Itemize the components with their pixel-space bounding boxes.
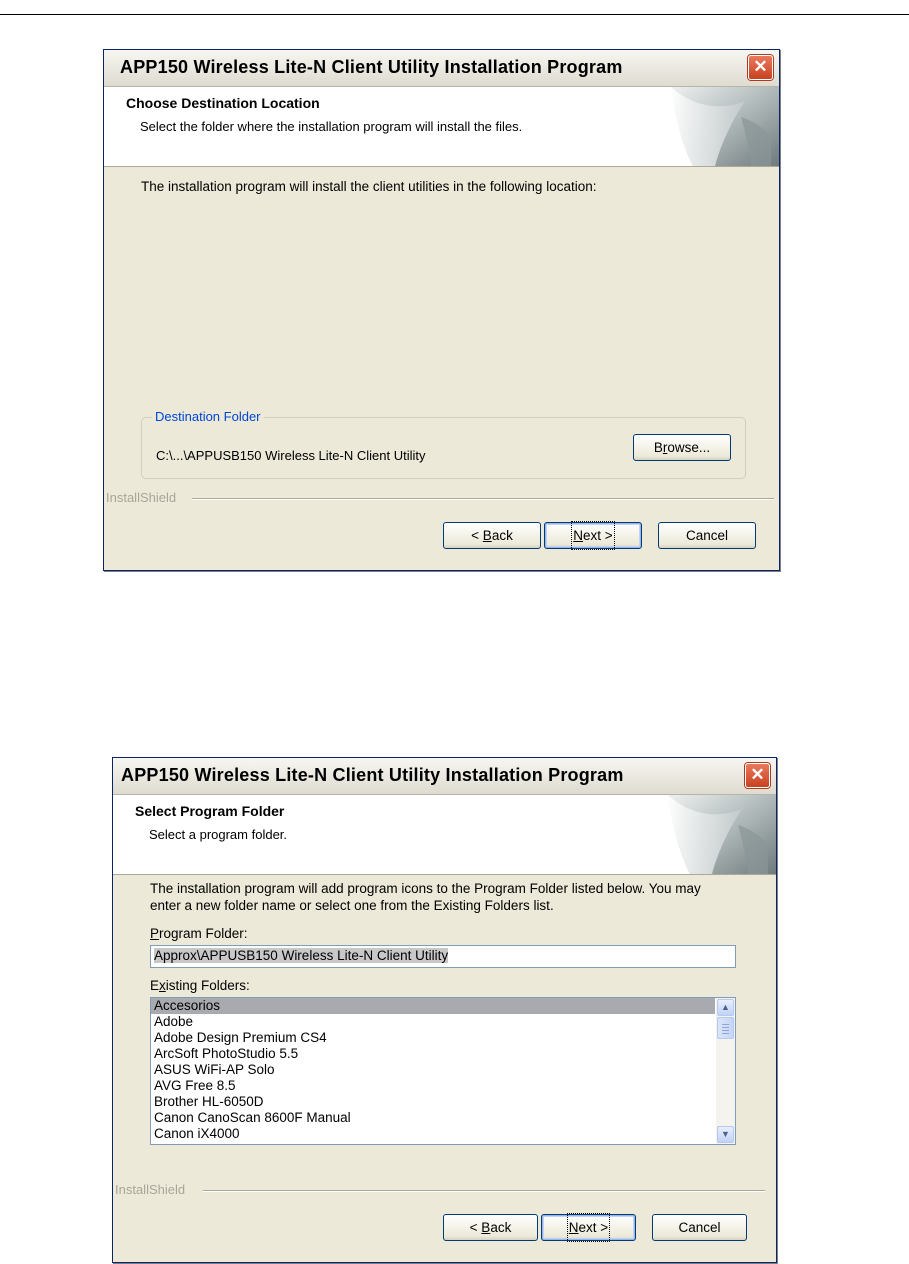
installshield-label: InstallShield [115, 1182, 186, 1197]
next-button-mnemonic: N [568, 1220, 579, 1235]
close-icon[interactable]: ✕ [745, 763, 770, 788]
program-folder-label-mnemonic: P [150, 926, 160, 941]
window-title: APP150 Wireless Lite-N Client Utility Installation Program [120, 57, 623, 77]
list-item[interactable]: Canon CanoScan 8600F Manual [154, 1110, 351, 1125]
close-icon[interactable]: ✕ [748, 55, 773, 80]
next-button-label [573, 523, 612, 548]
header-subtitle: Select a program folder. [149, 827, 288, 842]
existing-folders-list[interactable] [150, 997, 736, 1145]
choose-destination-dialog [103, 49, 780, 571]
list-item[interactable]: AVG Free 8.5 [154, 1078, 236, 1093]
scroll-down-icon[interactable]: ▼ [717, 1126, 734, 1143]
scroll-thumb[interactable] [717, 1017, 734, 1039]
browse-button-label-start: B [653, 440, 663, 455]
installshield-label: InstallShield [106, 490, 177, 505]
program-folder-label-rest: rogram Folder: [159, 926, 248, 941]
cancel-button[interactable]: Cancel [652, 1214, 747, 1241]
program-folder-value: Approx\APPUSB150 Wireless Lite-N Client Utility [154, 948, 449, 963]
destination-folder-label: Destination Folder [152, 409, 264, 424]
existing-folders-label-end: isting Folders: [165, 978, 250, 993]
back-button-mnemonic: B [481, 1220, 491, 1235]
program-folder-input[interactable] [150, 945, 736, 968]
body-text [150, 880, 701, 914]
browse-button-label-end: owse... [667, 440, 711, 455]
back-button[interactable] [443, 1214, 538, 1241]
page-curl-graphic-icon [638, 795, 776, 874]
list-item[interactable]: Adobe Design Premium CS4 [154, 1030, 327, 1045]
list-item[interactable]: ArcSoft PhotoStudio 5.5 [154, 1046, 299, 1061]
back-button-prefix: < [471, 528, 483, 543]
existing-folders-items [151, 998, 735, 1142]
existing-folders-label-mnemonic: x [159, 978, 166, 993]
destination-path: C:\...\APPUSB150 Wireless Lite-N Client Utility [156, 448, 426, 463]
next-button-mnemonic: N [573, 528, 584, 543]
header-band [104, 87, 779, 167]
title-bar[interactable] [113, 758, 776, 795]
list-item[interactable]: Adobe [154, 1014, 194, 1029]
header-title: Choose Destination Location [126, 95, 320, 111]
next-button-label-rest: ext > [583, 528, 613, 543]
browse-button-mnemonic: r [662, 440, 668, 455]
next-button-label [569, 1215, 608, 1240]
header-title: Select Program Folder [135, 803, 285, 819]
next-button[interactable] [544, 522, 642, 549]
title-bar[interactable] [104, 50, 779, 87]
list-scrollbar[interactable] [716, 998, 735, 1144]
page-top-rule [0, 14, 909, 15]
back-button-label-rest: ack [490, 1220, 512, 1235]
body-text-line-1: The installation program will add program icons to the Program Folder listed below. You may [150, 881, 701, 896]
program-folder-label [150, 926, 248, 941]
browse-button[interactable] [633, 434, 731, 461]
body-text-line-2: enter a new folder name or select one from the Existing Folders list. [150, 898, 554, 913]
existing-folders-label [150, 978, 250, 993]
select-program-folder-dialog [112, 757, 777, 1263]
next-button-label-rest: ext > [578, 1220, 609, 1235]
cancel-button[interactable]: Cancel [658, 522, 756, 549]
list-item[interactable]: ASUS WiFi-AP Solo [154, 1062, 275, 1077]
back-button-prefix: < [469, 1220, 482, 1235]
installshield-divider [192, 498, 774, 499]
list-item[interactable]: Canon iX4000 [154, 1126, 240, 1141]
body-text: The installation program will install the client utilities in the following location: [141, 179, 597, 194]
header-subtitle: Select the folder where the installation program will install the files. [140, 119, 523, 134]
next-button[interactable] [541, 1214, 636, 1241]
page-curl-graphic-icon [641, 87, 779, 166]
list-item[interactable]: Brother HL-6050D [154, 1094, 264, 1109]
installshield-divider [203, 1190, 765, 1191]
scroll-up-icon[interactable]: ▲ [717, 999, 734, 1016]
back-button-label-rest: ack [491, 528, 513, 543]
header-band [113, 795, 776, 875]
list-item[interactable]: Accesorios [151, 998, 715, 1014]
window-title: APP150 Wireless Lite-N Client Utility Installation Program [121, 765, 624, 785]
back-button-mnemonic: B [482, 528, 492, 543]
destination-folder-group [141, 409, 746, 479]
existing-folders-label-start: E [150, 978, 160, 993]
back-button[interactable] [443, 522, 541, 549]
